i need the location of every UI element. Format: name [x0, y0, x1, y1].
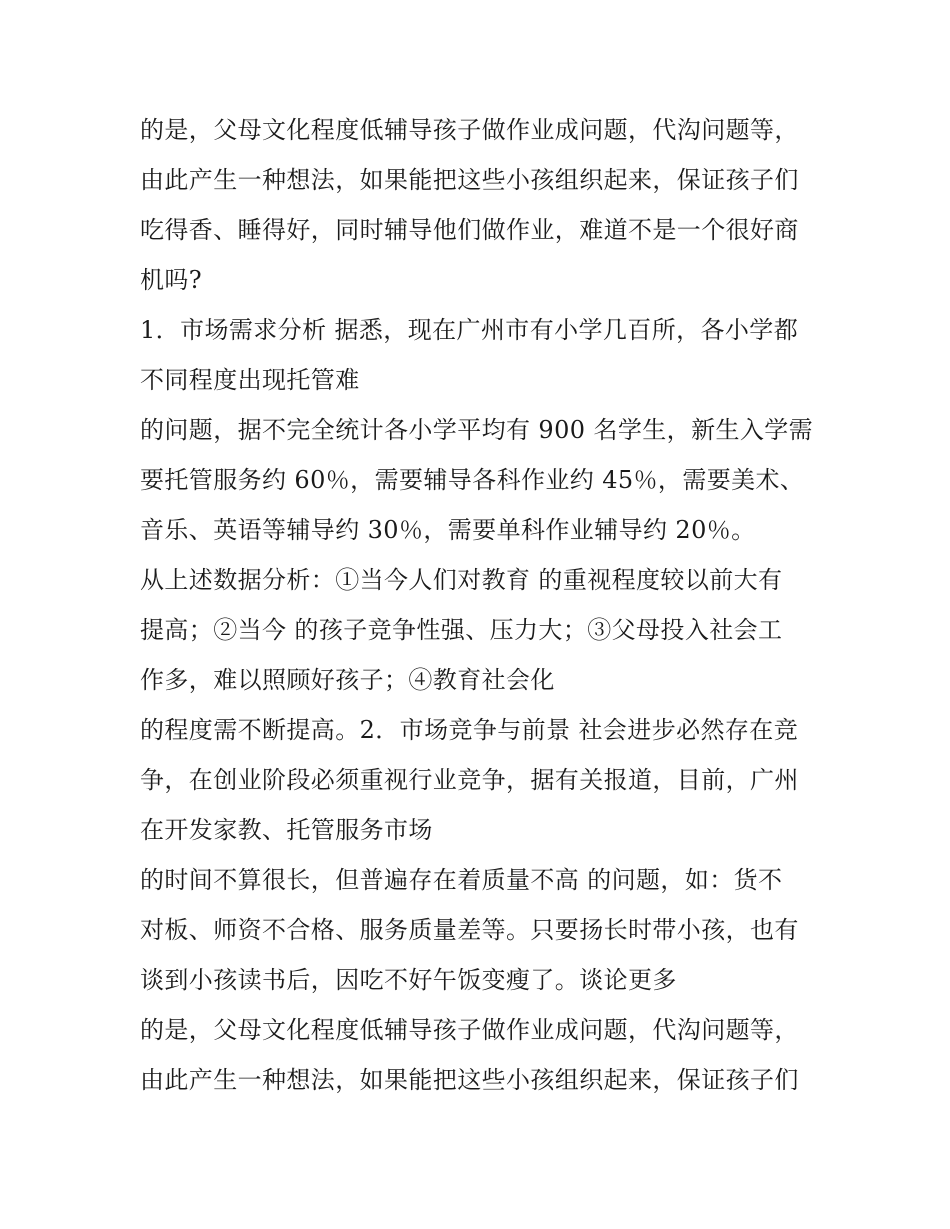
text-line: 吃得香、睡得好，同时辅导他们做作业，难道不是一个很好商 [140, 216, 799, 244]
body-text [140, 105, 820, 1105]
text-line: 在开发家教、托管服务市场 [140, 816, 433, 844]
text-line: 作多，难以照顾好孩子；④教育社会化 [140, 666, 555, 694]
text-line: 的问题，据不完全统计各小学平均有 900 名学生，新生入学需 [140, 416, 814, 444]
text-line: 的是，父母文化程度低辅导孩子做作业成问题，代沟问题等， [140, 116, 799, 144]
text-line: 由此产生一种想法，如果能把这些小孩组织起来，保证孩子们 [140, 1066, 799, 1094]
text-line: 音乐、英语等辅导约 30％，需要单科作业辅导约 20％。 [140, 516, 756, 544]
text-line: 要托管服务约 60％，需要辅导各科作业约 45％，需要美术、 [140, 466, 805, 494]
text-line: 的是，父母文化程度低辅导孩子做作业成问题，代沟问题等， [140, 1016, 799, 1044]
text-line: 由此产生一种想法，如果能把这些小孩组织起来，保证孩子们 [140, 166, 799, 194]
text-line: 的程度需不断提高。2．市场竞争与前景 社会进步必然存在竞 [140, 716, 799, 744]
text-line: 谈到小孩读书后，因吃不好午饭变瘦了。谈论更多 [140, 966, 677, 994]
text-line: 提高；②当今 的孩子竞争性强、压力大；③父母投入社会工 [140, 616, 783, 644]
text-line: 1．市场需求分析 据悉，现在广州市有小学几百所，各小学都 [140, 316, 799, 344]
text-line: 不同程度出现托管难 [140, 366, 360, 394]
text-line: 从上述数据分析：①当今人们对教育 的重视程度较以前大有 [140, 566, 783, 594]
text-line: 的时间不算很长，但普遍存在着质量不高 的问题，如：货不 [140, 866, 783, 894]
text-line: 机吗? [140, 266, 203, 294]
text-line: 对板、师资不合格、服务质量差等。只要扬长时带小孩，也有 [140, 916, 799, 944]
text-line: 争，在创业阶段必须重视行业竞争，据有关报道，目前，广州 [140, 766, 799, 794]
